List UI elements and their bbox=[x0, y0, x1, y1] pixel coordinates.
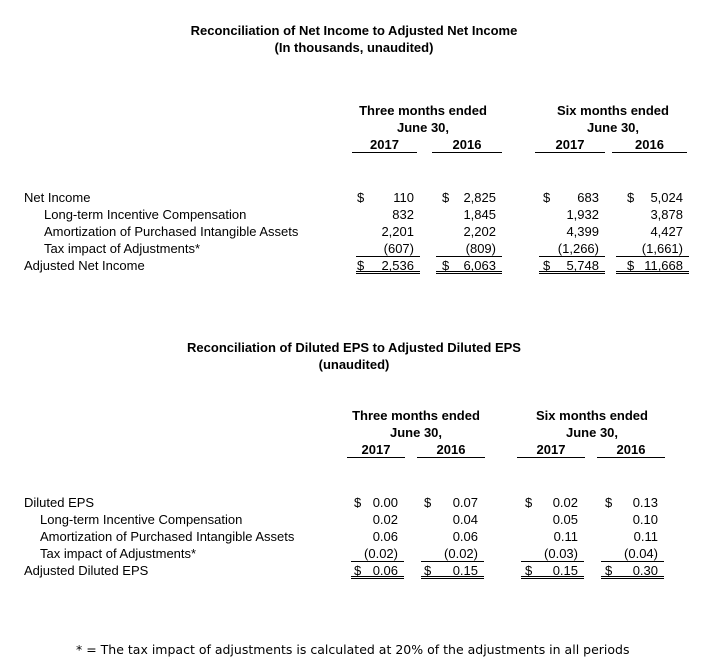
table1-row-label: Amortization of Purchased Intangible Assets bbox=[44, 224, 299, 239]
table1-cell-value: 1,845 bbox=[463, 207, 496, 222]
table1-total-double-rule bbox=[539, 271, 605, 274]
table2-period-three: Three months ended bbox=[352, 408, 480, 423]
table2-cell-value: (0.03) bbox=[544, 546, 578, 561]
table2-row-label: Diluted EPS bbox=[24, 495, 95, 510]
table1-currency-symbol: $ bbox=[442, 258, 450, 273]
table2-cell-value: 0.11 bbox=[633, 529, 658, 544]
table1-cell-value: (607) bbox=[383, 241, 414, 256]
table1-cell-value: 5,748 bbox=[566, 258, 599, 273]
table2-row-label: Amortization of Purchased Intangible Assets bbox=[40, 529, 295, 544]
table2-cell-value: (0.02) bbox=[444, 546, 478, 561]
table2-subtotal-rule bbox=[601, 561, 664, 562]
table2-currency-symbol: $ bbox=[605, 563, 613, 578]
table1-year-col4: 2016 bbox=[612, 137, 687, 153]
table1-total-double-rule bbox=[616, 271, 689, 274]
table1-cell-value: 3,878 bbox=[650, 207, 683, 222]
table1-cell-value: 1,932 bbox=[566, 207, 599, 222]
table2-cell-value: 0.06 bbox=[372, 529, 398, 544]
table1-row-label: Tax impact of Adjustments* bbox=[44, 241, 201, 256]
table1-year-col3: 2017 bbox=[535, 137, 605, 153]
table1-subtotal-rule bbox=[436, 256, 502, 257]
table1-period-six: Six months ended bbox=[557, 103, 669, 118]
table1-row-label: Long-term Incentive Compensation bbox=[44, 207, 247, 222]
table2-subtotal-rule bbox=[521, 561, 584, 562]
table1-cell-value: 2,201 bbox=[381, 224, 414, 239]
table1-subtotal-rule bbox=[356, 256, 420, 257]
table1-cell-value: (1,266) bbox=[557, 241, 599, 256]
table2-total-double-rule bbox=[601, 576, 664, 579]
table2-cell-value: 0.02 bbox=[372, 512, 398, 527]
table2-cell-value: (0.02) bbox=[364, 546, 398, 561]
table2-cell-value: 0.00 bbox=[372, 495, 398, 510]
table1-subtitle: (In thousands, unaudited) bbox=[274, 40, 434, 55]
table1-period-date-six: June 30, bbox=[586, 120, 640, 135]
table1-cell-value: 2,825 bbox=[463, 190, 496, 205]
table2-year-col3: 2017 bbox=[517, 442, 585, 458]
table1-cell-value: (1,661) bbox=[641, 241, 683, 256]
table2-currency-symbol: $ bbox=[354, 495, 362, 510]
table1-currency-symbol: $ bbox=[442, 190, 450, 205]
table1-period-three: Three months ended bbox=[359, 103, 487, 118]
table2-cell-value: 0.04 bbox=[452, 512, 478, 527]
table1-cell-value: 683 bbox=[577, 190, 599, 205]
table2-currency-symbol: $ bbox=[424, 495, 432, 510]
table1-total-double-rule bbox=[356, 271, 420, 274]
table2-currency-symbol: $ bbox=[605, 495, 613, 510]
table2-currency-symbol: $ bbox=[525, 563, 533, 578]
table2-row-label: Adjusted Diluted EPS bbox=[24, 563, 149, 578]
table1-cell-value: 2,536 bbox=[381, 258, 414, 273]
table1-row-label: Net Income bbox=[24, 190, 91, 205]
table2-currency-symbol: $ bbox=[354, 563, 362, 578]
table2-cell-value: 0.15 bbox=[552, 563, 578, 578]
table1-year-col1: 2017 bbox=[352, 137, 417, 153]
table1-cell-value: 4,399 bbox=[566, 224, 599, 239]
table1-currency-symbol: $ bbox=[357, 190, 365, 205]
table2-subtotal-rule bbox=[351, 561, 404, 562]
table1-cell-value: 6,063 bbox=[463, 258, 496, 273]
table2-currency-symbol: $ bbox=[525, 495, 533, 510]
table2-currency-symbol: $ bbox=[424, 563, 432, 578]
table1-subtotal-rule bbox=[616, 256, 689, 257]
table1-title: Reconciliation of Net Income to Adjusted Net Income bbox=[190, 23, 518, 38]
table2-cell-value: 0.02 bbox=[552, 495, 578, 510]
table1-currency-symbol: $ bbox=[357, 258, 365, 273]
table1-subtotal-rule bbox=[539, 256, 605, 257]
table2-year-col4: 2016 bbox=[597, 442, 665, 458]
table1-year-col2: 2016 bbox=[432, 137, 502, 153]
table2-cell-value: 0.07 bbox=[452, 495, 478, 510]
table2-cell-value: 0.06 bbox=[372, 563, 398, 578]
table2-subtitle: (unaudited) bbox=[318, 357, 390, 372]
table1-currency-symbol: $ bbox=[627, 190, 635, 205]
table1-cell-value: 4,427 bbox=[650, 224, 683, 239]
table2-row-label: Long-term Incentive Compensation bbox=[40, 512, 243, 527]
table2-row-label: Tax impact of Adjustments* bbox=[40, 546, 197, 561]
table2-cell-value: 0.30 bbox=[632, 563, 658, 578]
table1-row-label: Adjusted Net Income bbox=[24, 258, 145, 273]
table2-cell-value: 0.10 bbox=[632, 512, 658, 527]
table2-year-col2: 2016 bbox=[417, 442, 485, 458]
table1-cell-value: 832 bbox=[392, 207, 414, 222]
table2-cell-value: 0.06 bbox=[452, 529, 478, 544]
table2-subtotal-rule bbox=[421, 561, 484, 562]
table2-period-date-three: June 30, bbox=[389, 425, 443, 440]
table1-period-date-three: June 30, bbox=[396, 120, 450, 135]
table1-cell-value: 110 bbox=[393, 190, 414, 205]
table2-cell-value: 0.11 bbox=[553, 529, 578, 544]
table2-period-six: Six months ended bbox=[536, 408, 648, 423]
table2-year-col1: 2017 bbox=[347, 442, 405, 458]
table1-currency-symbol: $ bbox=[627, 258, 635, 273]
table2-total-double-rule bbox=[351, 576, 404, 579]
table1-currency-symbol: $ bbox=[543, 258, 551, 273]
table1-cell-value: 5,024 bbox=[650, 190, 683, 205]
table1-cell-value: 2,202 bbox=[463, 224, 496, 239]
table1-currency-symbol: $ bbox=[543, 190, 551, 205]
table2-cell-value: (0.04) bbox=[624, 546, 658, 561]
table2-period-date-six: June 30, bbox=[565, 425, 619, 440]
table2-total-double-rule bbox=[521, 576, 584, 579]
table2-title: Reconciliation of Diluted EPS to Adjusted Diluted EPS bbox=[187, 340, 521, 355]
table2-cell-value: 0.15 bbox=[452, 563, 478, 578]
table2-cell-value: 0.13 bbox=[632, 495, 658, 510]
table1-cell-value: 11,668 bbox=[644, 258, 683, 273]
footnote: * = The tax impact of adjustments is calculated at 20% of the adjustments in all periods bbox=[76, 642, 630, 657]
table2-total-double-rule bbox=[421, 576, 484, 579]
table2-cell-value: 0.05 bbox=[552, 512, 578, 527]
table1-cell-value: (809) bbox=[465, 241, 496, 256]
table1-total-double-rule bbox=[436, 271, 502, 274]
